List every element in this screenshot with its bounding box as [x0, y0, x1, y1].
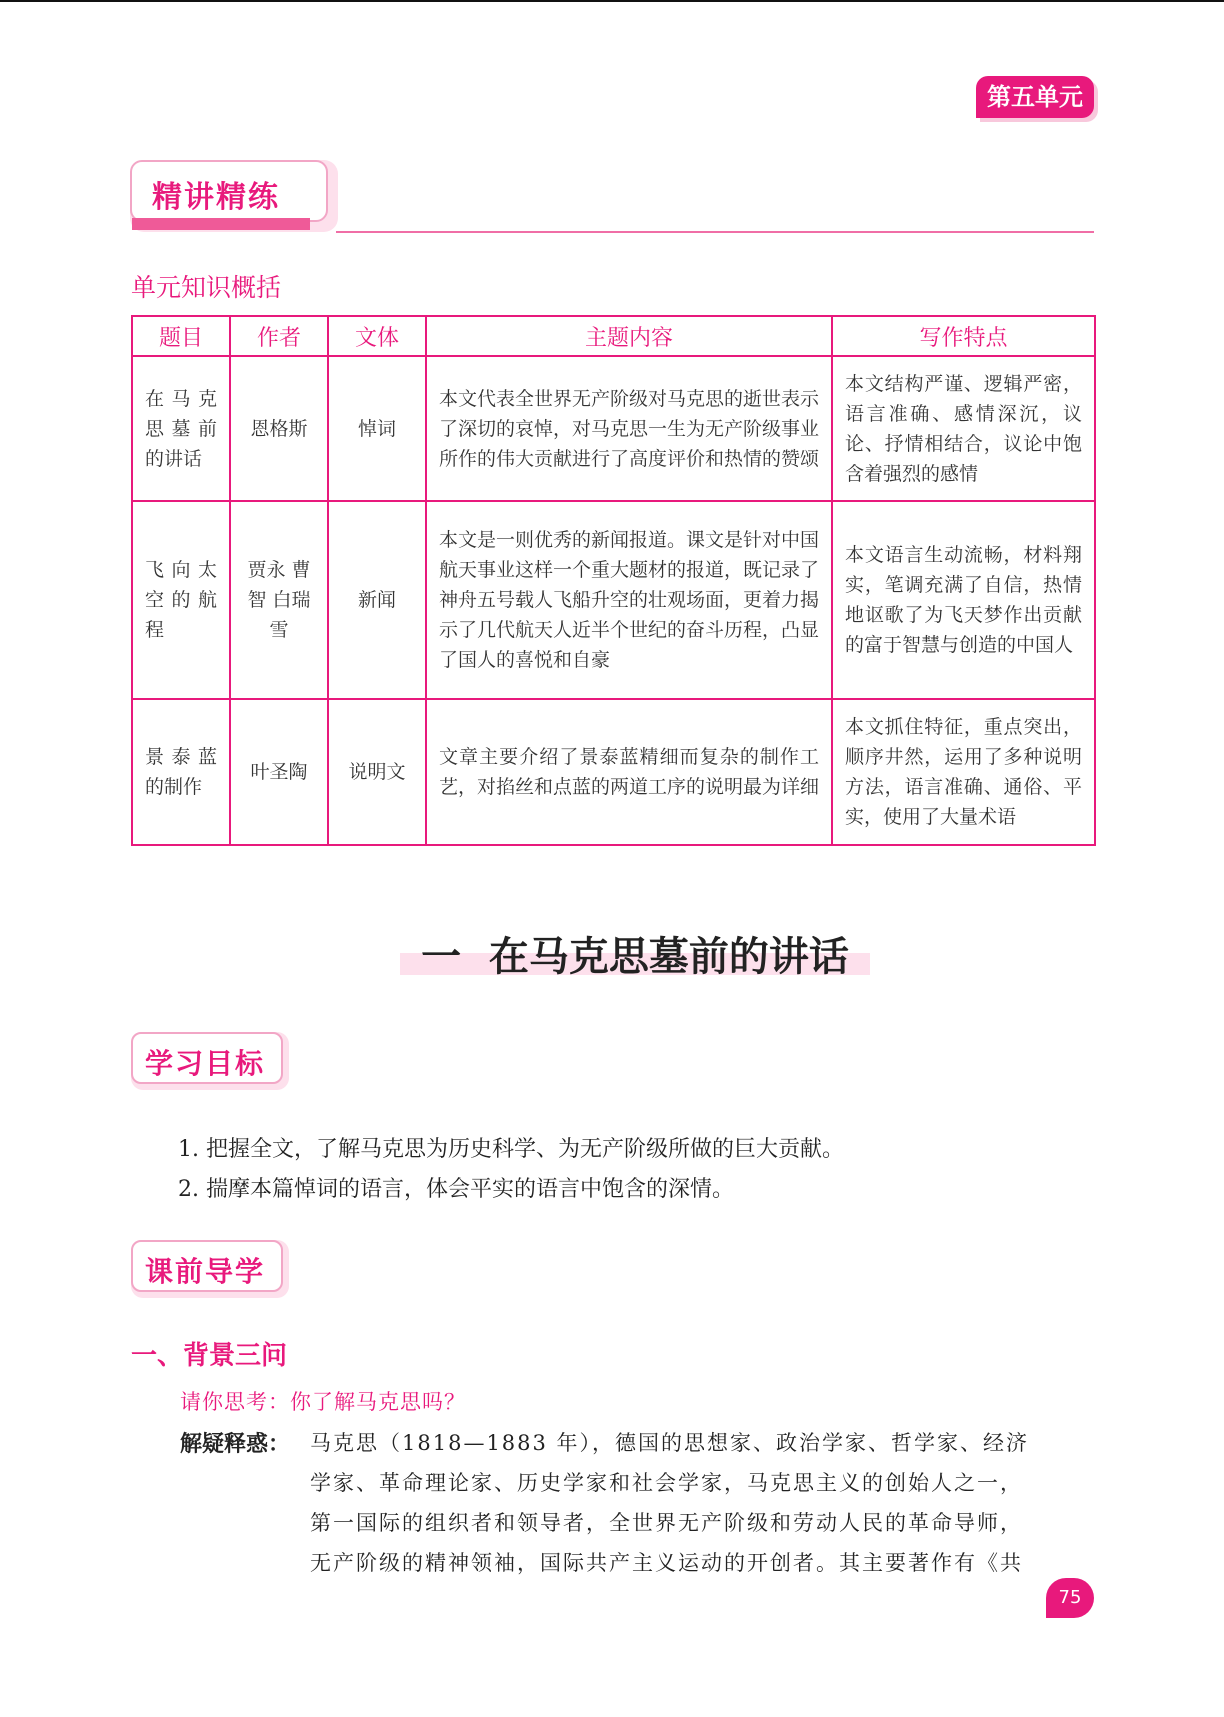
cell-title: 飞向太空的航程	[132, 501, 230, 699]
answer-line: 马克思（1818—1883 年），德国的思想家、政治学家、哲学家、经济	[310, 1431, 1030, 1455]
preview-label-text: 课前导学	[145, 1255, 266, 1288]
think-prompt: 请你思考：你了解马克思吗？	[180, 1390, 466, 1414]
cell-genre: 新闻	[328, 501, 426, 699]
cell-author: 恩格斯	[230, 356, 328, 501]
preview-label	[131, 1240, 289, 1298]
cell-theme: 本文是一则优秀的新闻报道。课文是针对中国航天事业这样一个重大题材的报道，既记录了神舟五号载人飞船升空的壮观场面，更着力揭示了几代航天人近半个世纪的奋斗历程，凸显了国人的喜悦和自豪	[426, 501, 832, 699]
table-header-row	[132, 316, 1095, 356]
summary-table	[131, 315, 1096, 846]
cell-title: 景泰蓝的制作	[132, 699, 230, 845]
column-header: 作者	[230, 316, 328, 356]
cell-genre: 说明文	[328, 699, 426, 845]
background-heading: 一、背景三问	[131, 1341, 288, 1371]
cell-title: 在马克思墓前的讲话	[132, 356, 230, 501]
section-tab	[130, 160, 338, 232]
answer-label: 解疑释惑：	[180, 1432, 291, 1457]
unit-tag: 第五单元	[976, 76, 1094, 118]
column-header: 文体	[328, 316, 426, 356]
cell-feature: 本文结构严谨、逻辑严密，语言准确、感情深沉，议论、抒情相结合，议论中饱含着强烈的感情	[832, 356, 1095, 501]
cell-author: 叶圣陶	[230, 699, 328, 845]
objectives-label	[131, 1032, 289, 1090]
table-row	[132, 501, 1095, 699]
cell-feature: 本文抓住特征，重点突出，顺序井然，运用了多种说明方法，语言准确、通俗、平实，使用了大量术语	[832, 699, 1095, 845]
section-divider	[336, 231, 1094, 233]
summary-heading: 单元知识概括	[131, 273, 282, 302]
answer-line: 无产阶级的精神领袖，国际共产主义运动的开创者。其主要著作有《共	[310, 1551, 1023, 1575]
lesson-title-text: 一 在马克思墓前的讲话	[421, 933, 849, 980]
section-title: 精讲精练	[152, 180, 280, 215]
table-row	[132, 699, 1095, 845]
cell-genre: 悼词	[328, 356, 426, 501]
answer-line: 学家、革命理论家、历史学家和社会学家，马克思主义的创始人之一，	[310, 1471, 1023, 1495]
column-header: 写作特点	[832, 316, 1095, 356]
objectives-label-text: 学习目标	[145, 1047, 266, 1080]
cell-feature: 本文语言生动流畅，材料翔实，笔调充满了自信，热情地讴歌了为飞天梦作出贡献的富于智慧与创造的中国人	[832, 501, 1095, 699]
cell-theme: 本文代表全世界无产阶级对马克思的逝世表示了深切的哀悼，对马克思一生为无产阶级事业所作的伟大贡献进行了高度评价和热情的赞颂	[426, 356, 832, 501]
objective-item: 2. 揣摩本篇悼词的语言，体会平实的语言中饱含的深情。	[178, 1177, 734, 1202]
cell-author: 贾永 曹智 白瑞雪	[230, 501, 328, 699]
answer-line: 第一国际的组织者和领导者，全世界无产阶级和劳动人民的革命导师，	[310, 1511, 1023, 1535]
top-border	[0, 0, 1224, 2]
table-row	[132, 356, 1095, 501]
page-number: 75	[1046, 1578, 1094, 1618]
objective-item: 1. 把握全文，了解马克思为历史科学、为无产阶级所做的巨大贡献。	[178, 1137, 844, 1162]
cell-theme: 文章主要介绍了景泰蓝精细而复杂的制作工艺，对掐丝和点蓝的两道工序的说明最为详细	[426, 699, 832, 845]
lesson-title	[400, 925, 870, 980]
column-header: 主题内容	[426, 316, 832, 356]
column-header: 题目	[132, 316, 230, 356]
